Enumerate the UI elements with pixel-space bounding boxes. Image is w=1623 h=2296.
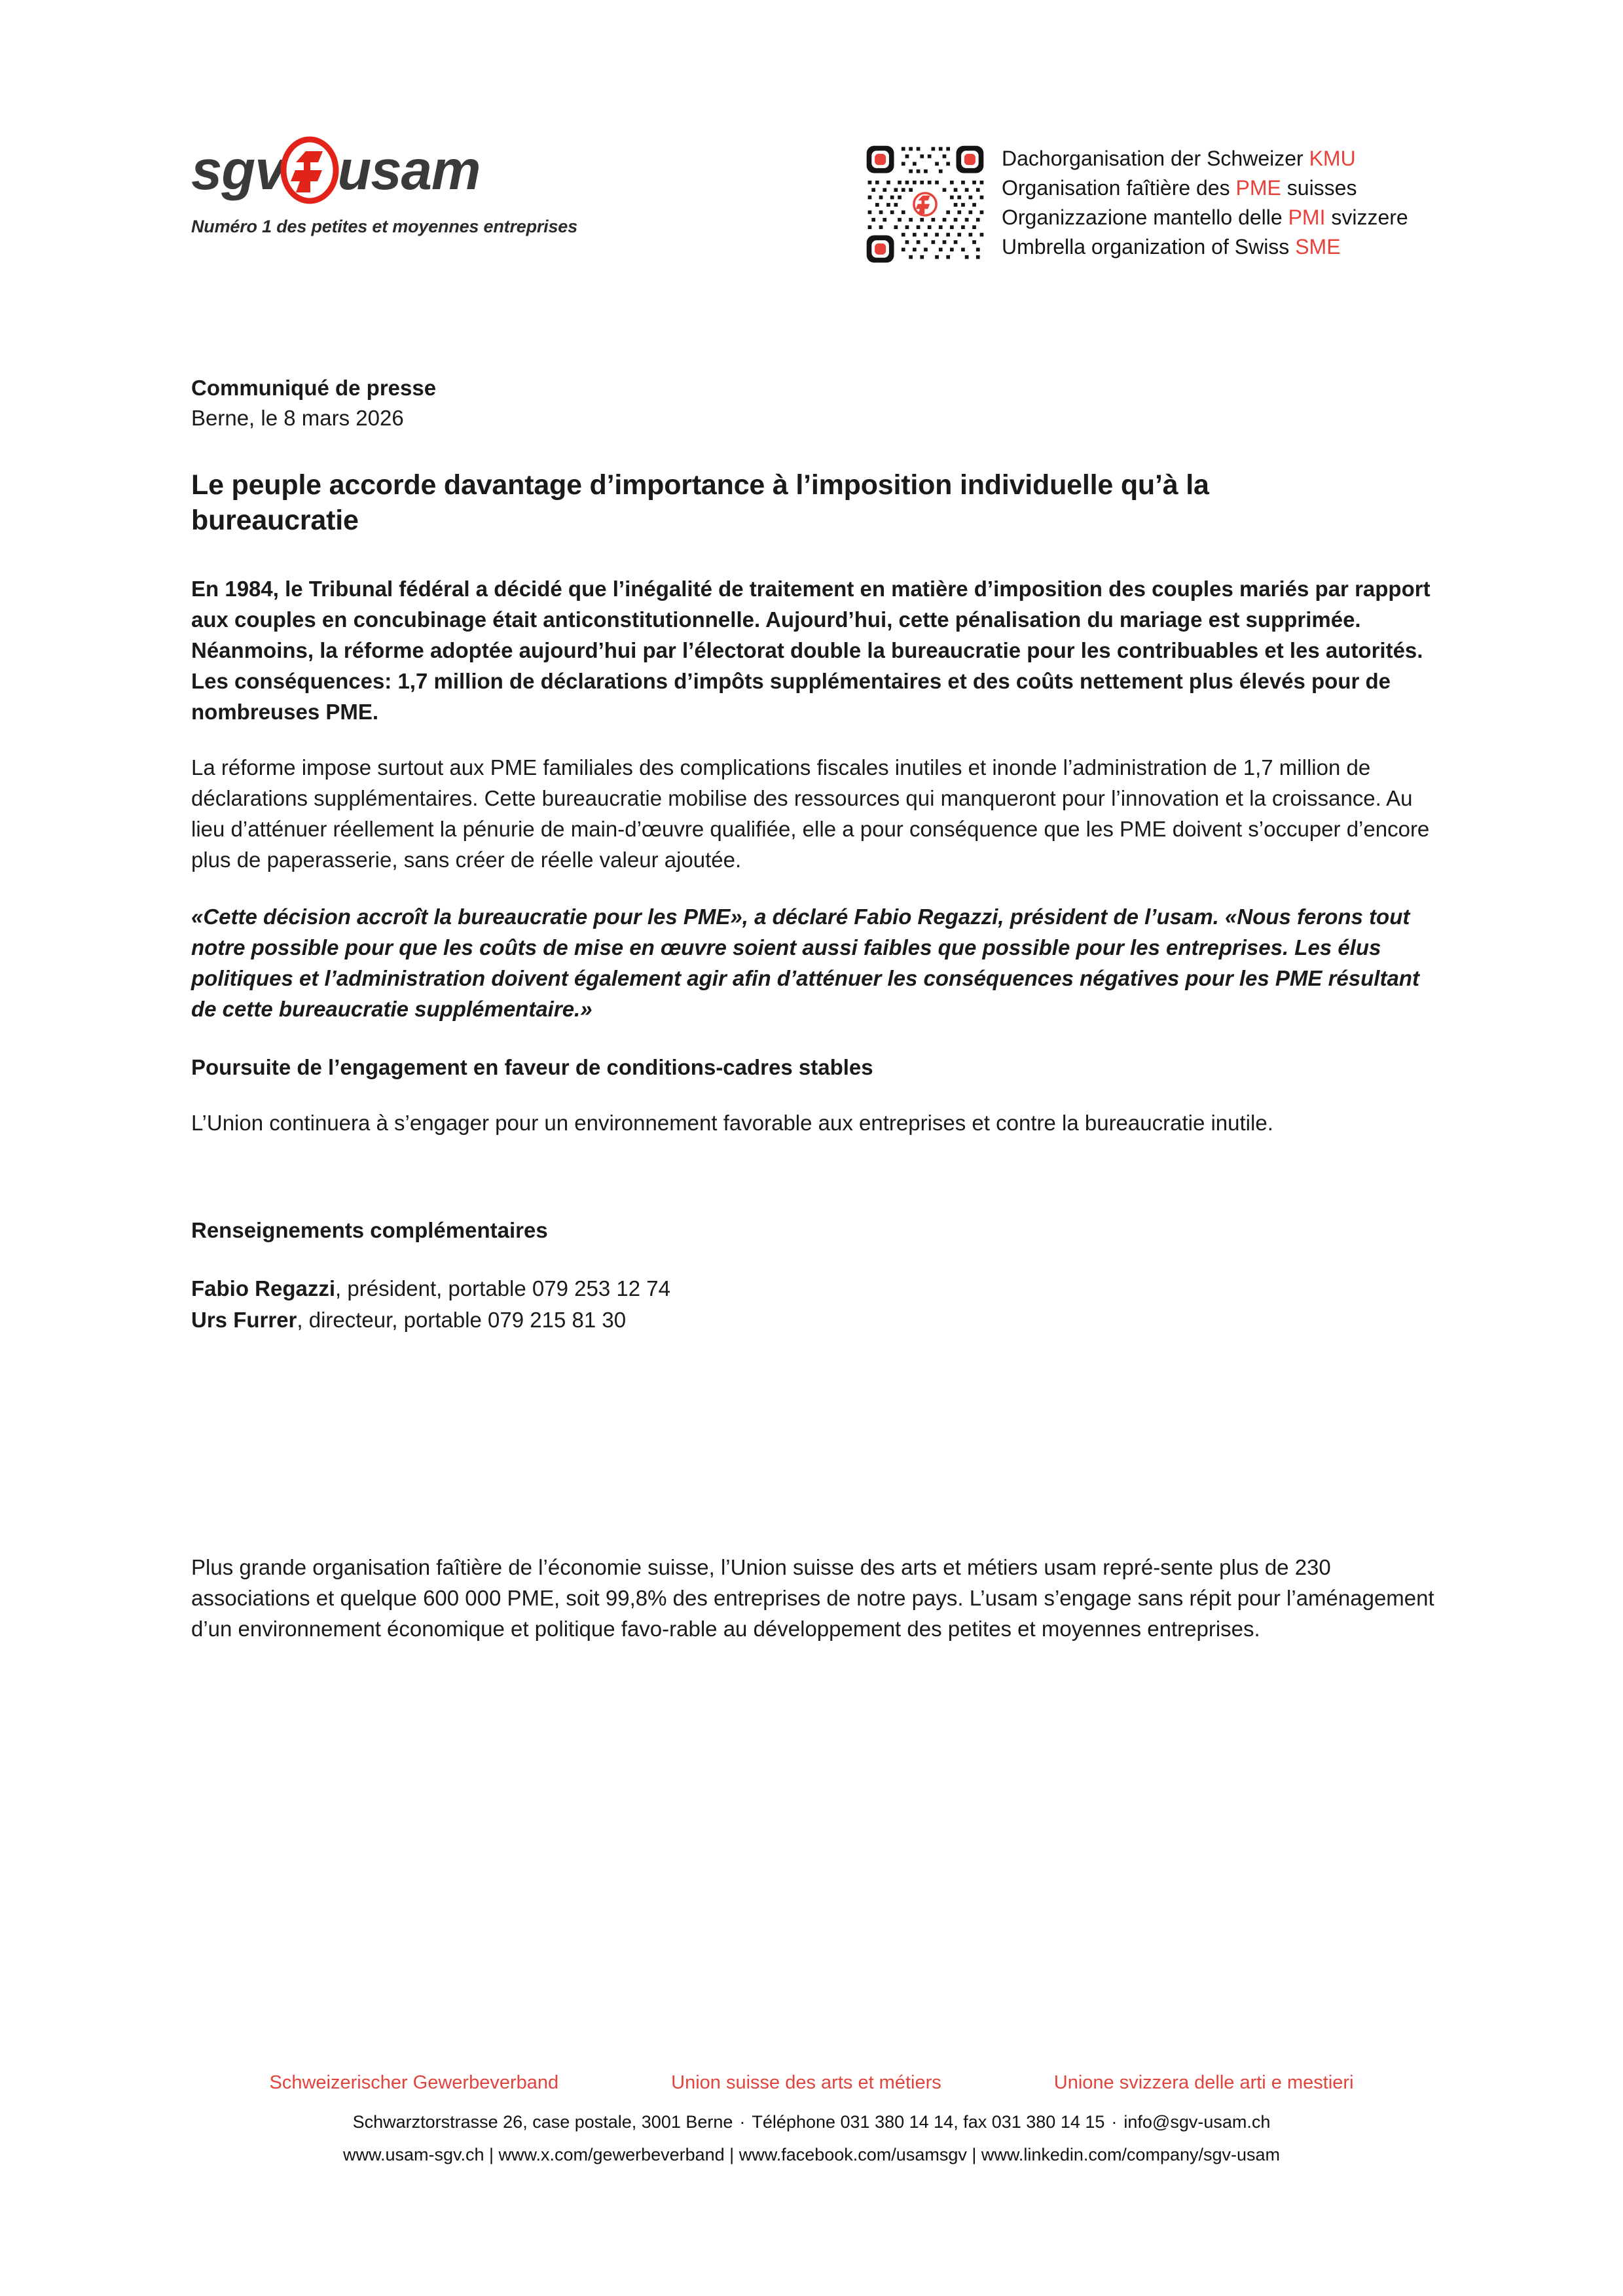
document-kicker: Communiqué de presse bbox=[191, 376, 437, 400]
lead-paragraph: En 1984, le Tribunal fédéral a décidé que l’inégalité de traitement en matière d’imposition des couples mariés par rapport aux couples en concubinage était anticonstitutionnelle. Aujourd’hui, cette pénalisation du mariage est supprimée. Néanmoins, la réforme adoptée aujourd’hui par l’électorat double la bureaucratie pour les contribuables et les autorités. Les conséquences: 1,7 million de déclarations d’impôts supplémentaires et des coûts nettement plus élevés pour de nombreuses PME. bbox=[191, 577, 1431, 724]
qr-line-it bbox=[1002, 203, 1408, 232]
qr-line-fr-prefix: Organisation faîtière des bbox=[1002, 176, 1236, 200]
pull-quote: «Cette décision accroît la bureaucratie pour les PME», a déclaré Fabio Regazzi, président de l’usam. «Nous ferons tout notre possible pour que les coûts de mise en œuvre soient aussi faibles que possible pour les entreprises. Les élus politiques et l’administration doivent également agir afin d’atténuer les conséquences négatives pour les PME résultant de cette bureaucratie supplémentaire.» bbox=[191, 905, 1419, 1021]
footer-address: Schwarztorstrasse 26, case postale, 3001 Berne bbox=[352, 2112, 733, 2132]
qr-line-it-suffix: svizzere bbox=[1325, 206, 1408, 229]
footer-org-fr: Union suisse des arts et métiers bbox=[671, 2072, 941, 2093]
footer-urls[interactable]: www.usam-sgv.ch | www.x.com/gewerbeverband | www.facebook.com/usamsgv | www.linkedin.com/company/sgv-usam bbox=[342, 2145, 1281, 2164]
qr-line-de-prefix: Dachorganisation der Schweizer bbox=[1002, 147, 1309, 170]
qr-line-en-highlight: SME bbox=[1295, 235, 1341, 259]
footer-contact-line bbox=[0, 2106, 1623, 2138]
usam-logo bbox=[191, 134, 610, 237]
contact-details: , président, portable 079 253 12 74 bbox=[335, 1276, 670, 1300]
contact-section bbox=[191, 1215, 1435, 1336]
section-subheading: Poursuite de l’engagement en faveur de conditions-cadres stables bbox=[191, 1055, 873, 1079]
logo-wordmark bbox=[191, 134, 610, 206]
footer-organization-names bbox=[0, 2070, 1623, 2096]
footer-phone: Téléphone 031 380 14 14, fax 031 380 14 15 bbox=[752, 2112, 1105, 2132]
contact-name: Fabio Regazzi bbox=[191, 1276, 336, 1300]
contact-row bbox=[191, 1304, 1435, 1336]
qr-line-it-prefix: Organizzazione mantello delle bbox=[1002, 206, 1288, 229]
contact-list bbox=[191, 1273, 1435, 1336]
qr-line-fr-suffix: suisses bbox=[1281, 176, 1357, 200]
contact-row bbox=[191, 1273, 1435, 1304]
footer-org-de: Schweizerischer Gewerbeverband bbox=[269, 2072, 559, 2093]
qr-line-de-highlight: KMU bbox=[1309, 147, 1356, 170]
qr-line-it-highlight: PMI bbox=[1288, 206, 1326, 229]
page-title: Le peuple accorde davantage d’importance à l’imposition individuelle qu’à la bureaucratie bbox=[191, 469, 1209, 536]
qr-code-icon[interactable] bbox=[863, 142, 987, 266]
document-dateline: Berne, le 8 mars 2026 bbox=[191, 406, 404, 430]
qr-line-en-prefix: Umbrella organization of Swiss bbox=[1002, 235, 1296, 259]
logo-tagline: Numéro 1 des petites et moyennes entreprises bbox=[191, 217, 577, 236]
document-footer bbox=[0, 2070, 1623, 2170]
document-header bbox=[0, 134, 1623, 285]
logo-text-sgv: sgv bbox=[191, 139, 285, 202]
body-paragraph-1: La réforme impose surtout aux PME familiales des complications fiscales inutiles et inonde l’administration de 1,7 million de déclarations supplémentaires. Cette bureaucratie mobilise des ressources qui manqueront pour l’innovation et la croissance. Au lieu d’atténuer réellement la pénurie de main-d’œuvre qualifiée, elle a pour conséquence que les PME doivent s’occuper d’encore plus de paperasserie, sans créer de réelle valeur ajoutée. bbox=[191, 755, 1430, 872]
contact-details: , directeur, portable 079 215 81 30 bbox=[297, 1308, 627, 1332]
swiss-cross-circle-icon bbox=[278, 134, 341, 206]
footer-email[interactable]: info@sgv-usam.ch bbox=[1123, 2112, 1271, 2132]
organization-boilerplate: Plus grande organisation faîtière de l’économie suisse, l’Union suisse des arts et métiers usam repré-sente plus de 230 associations et quelque 600 000 PME, soit 99,8% des entreprises de notre pays. L’usam s’engage sans répit pour l’aménagement d’un environnement économique et politique favo-rable au développement des petites et moyennes entreprises. bbox=[191, 1555, 1434, 1641]
contact-section-title: Renseignements complémentaires bbox=[191, 1218, 548, 1242]
contact-name: Urs Furrer bbox=[191, 1308, 297, 1332]
qr-line-en bbox=[1002, 232, 1408, 262]
separator-dot: · bbox=[1111, 2112, 1118, 2132]
body-paragraph-2: L’Union continuera à s’engager pour un environnement favorable aux entreprises et contre la bureaucratie inutile. bbox=[191, 1111, 1273, 1135]
separator-dot: · bbox=[739, 2112, 746, 2132]
footer-org-it: Unione svizzera delle arti e mestieri bbox=[1053, 2072, 1354, 2093]
qr-line-fr bbox=[1002, 173, 1408, 203]
document-body bbox=[191, 373, 1435, 1644]
qr-header-block bbox=[863, 142, 1408, 266]
qr-caption-lines bbox=[1002, 142, 1408, 262]
qr-line-de bbox=[1002, 144, 1408, 173]
qr-line-fr-highlight: PME bbox=[1235, 176, 1281, 200]
logo-text-usam: usam bbox=[337, 139, 481, 202]
